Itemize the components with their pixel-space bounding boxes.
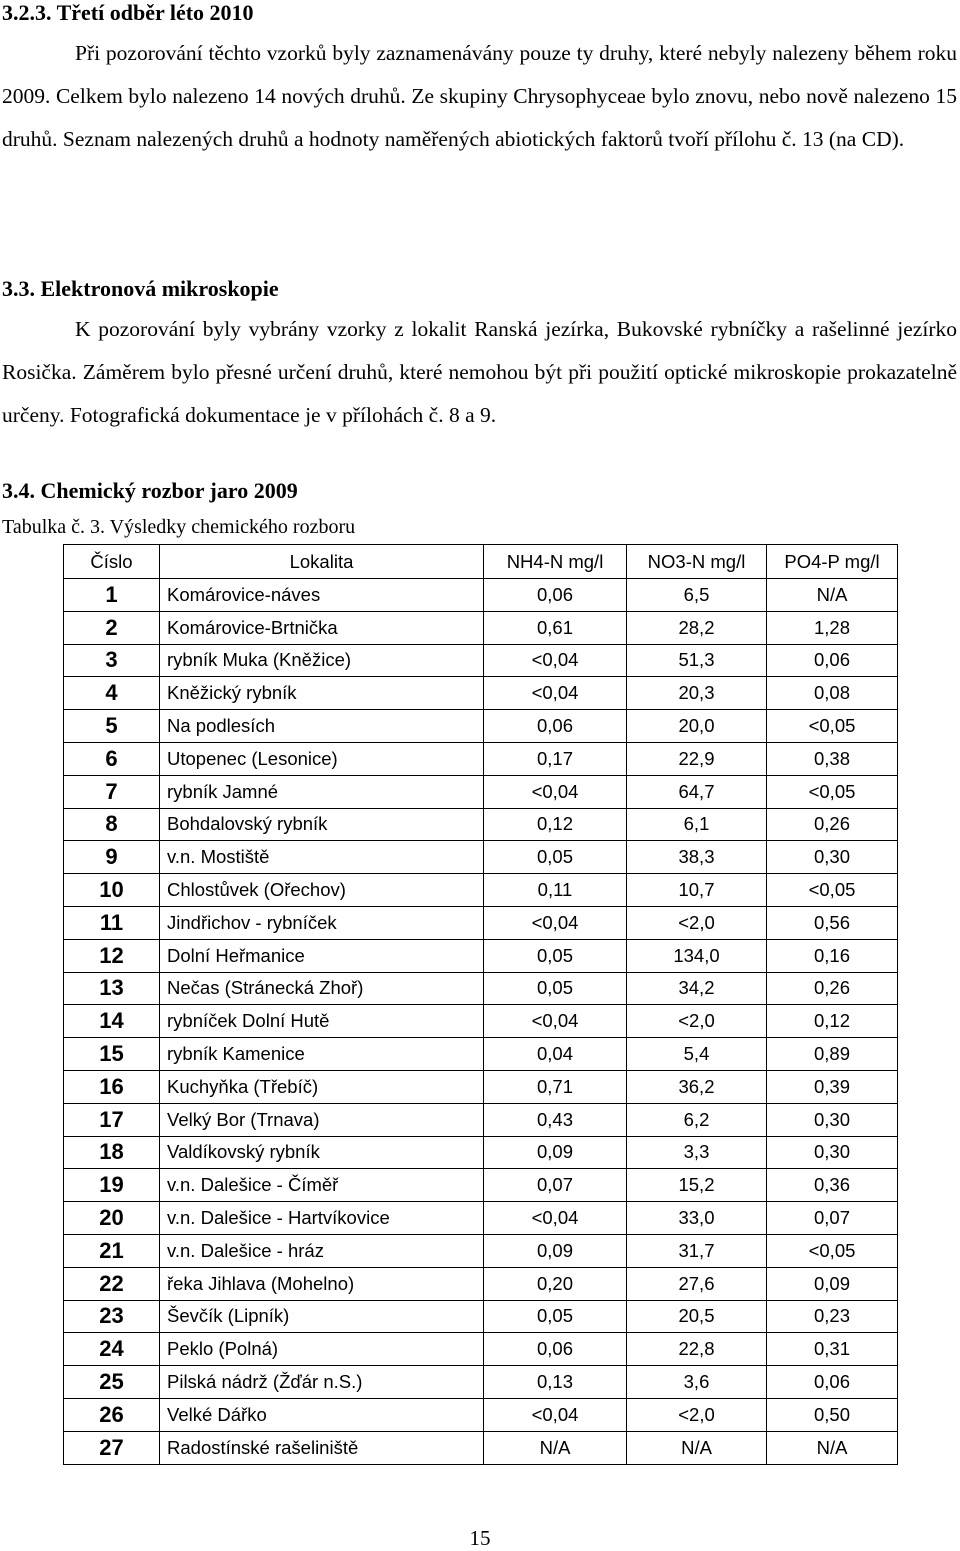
row-number: 7: [64, 775, 160, 808]
row-number: 18: [64, 1136, 160, 1169]
row-number: 13: [64, 972, 160, 1005]
po4p-value: 0,36: [767, 1169, 898, 1202]
nh4n-value: 0,06: [484, 1333, 627, 1366]
no3n-value: 10,7: [627, 874, 767, 907]
no3n-value: 3,3: [627, 1136, 767, 1169]
table-row: [64, 742, 898, 775]
po4p-value: 0,50: [767, 1398, 898, 1431]
po4p-value: 0,26: [767, 808, 898, 841]
row-number: 14: [64, 1005, 160, 1038]
row-number: 8: [64, 808, 160, 841]
table-row: [64, 808, 898, 841]
no3n-value: N/A: [627, 1431, 767, 1464]
locality-name: v.n. Dalešice - Hartvíkovice: [160, 1202, 484, 1235]
nh4n-value: 0,13: [484, 1366, 627, 1399]
no3n-value: 22,9: [627, 742, 767, 775]
no3n-value: <2,0: [627, 1005, 767, 1038]
nh4n-value: <0,04: [484, 1005, 627, 1038]
row-number: 4: [64, 677, 160, 710]
no3n-value: <2,0: [627, 1398, 767, 1431]
po4p-value: 0,07: [767, 1202, 898, 1235]
no3n-value: 36,2: [627, 1070, 767, 1103]
locality-name: rybník Jamné: [160, 775, 484, 808]
no3n-value: 51,3: [627, 644, 767, 677]
no3n-value: 20,3: [627, 677, 767, 710]
nh4n-value: 0,61: [484, 611, 627, 644]
no3n-value: 20,0: [627, 710, 767, 743]
table-row: [64, 1300, 898, 1333]
row-number: 1: [64, 579, 160, 612]
row-number: 11: [64, 906, 160, 939]
locality-name: Jindřichov - rybníček: [160, 906, 484, 939]
row-number: 15: [64, 1038, 160, 1071]
no3n-value: 64,7: [627, 775, 767, 808]
row-number: 24: [64, 1333, 160, 1366]
row-number: 5: [64, 710, 160, 743]
locality-name: Utopenec (Lesonice): [160, 742, 484, 775]
table-row: [64, 775, 898, 808]
locality-name: Velký Bor (Trnava): [160, 1103, 484, 1136]
row-number: 21: [64, 1234, 160, 1267]
locality-name: Ševčík (Lipník): [160, 1300, 484, 1333]
nh4n-value: <0,04: [484, 644, 627, 677]
no3n-value: 15,2: [627, 1169, 767, 1202]
locality-name: Bohdalovský rybník: [160, 808, 484, 841]
nh4n-value: 0,11: [484, 874, 627, 907]
nh4n-value: 0,05: [484, 972, 627, 1005]
table-row: [64, 1038, 898, 1071]
locality-name: rybník Muka (Kněžice): [160, 644, 484, 677]
row-number: 10: [64, 874, 160, 907]
table-caption: Tabulka č. 3. Výsledky chemického rozboru: [2, 516, 356, 538]
po4p-value: <0,05: [767, 710, 898, 743]
locality-name: Kuchyňka (Třebíč): [160, 1070, 484, 1103]
table-row: [64, 644, 898, 677]
po4p-value: 0,31: [767, 1333, 898, 1366]
nh4n-value: 0,71: [484, 1070, 627, 1103]
locality-name: Chlostůvek (Ořechov): [160, 874, 484, 907]
locality-name: v.n. Dalešice - Číměř: [160, 1169, 484, 1202]
row-number: 23: [64, 1300, 160, 1333]
nh4n-value: 0,06: [484, 710, 627, 743]
locality-name: v.n. Dalešice - hráz: [160, 1234, 484, 1267]
locality-name: Kněžický rybník: [160, 677, 484, 710]
nh4n-value: <0,04: [484, 906, 627, 939]
paragraph-electron-microscopy-text: K pozorování byly vybrány vzorky z lokalit Ranská jezírka, Bukovské rybníčky a rašelinné jezírko Rosička. Záměrem bylo přesné určení druhů, které nemohou být při použití optické mikroskopie prokazatelně určeny. Fotografická dokumentace je v přílohách č. 8 a 9.: [2, 317, 957, 427]
po4p-value: 0,16: [767, 939, 898, 972]
po4p-value: 0,23: [767, 1300, 898, 1333]
nh4n-value: 0,05: [484, 1300, 627, 1333]
row-number: 20: [64, 1202, 160, 1235]
row-number: 17: [64, 1103, 160, 1136]
po4p-value: <0,05: [767, 775, 898, 808]
nh4n-value: 0,20: [484, 1267, 627, 1300]
row-number: 9: [64, 841, 160, 874]
row-number: 25: [64, 1366, 160, 1399]
header-nh4n: NH4-N mg/l: [484, 545, 627, 579]
no3n-value: 38,3: [627, 841, 767, 874]
no3n-value: <2,0: [627, 906, 767, 939]
po4p-value: 0,30: [767, 1103, 898, 1136]
no3n-value: 28,2: [627, 611, 767, 644]
locality-name: Dolní Heřmanice: [160, 939, 484, 972]
locality-name: Na podlesích: [160, 710, 484, 743]
po4p-value: 0,39: [767, 1070, 898, 1103]
nh4n-value: 0,09: [484, 1136, 627, 1169]
locality-name: Pilská nádrž (Žďár n.S.): [160, 1366, 484, 1399]
table-row: [64, 1103, 898, 1136]
po4p-value: 0,12: [767, 1005, 898, 1038]
paragraph-electron-microscopy: [2, 308, 957, 437]
header-no3n: NO3-N mg/l: [627, 545, 767, 579]
nh4n-value: 0,12: [484, 808, 627, 841]
row-number: 22: [64, 1267, 160, 1300]
row-number: 3: [64, 644, 160, 677]
po4p-value: 0,89: [767, 1038, 898, 1071]
po4p-value: <0,05: [767, 874, 898, 907]
po4p-value: 0,56: [767, 906, 898, 939]
section-heading-3-2-3: 3.2.3. Třetí odběr léto 2010: [2, 0, 254, 25]
table-row: [64, 1431, 898, 1464]
po4p-value: 0,38: [767, 742, 898, 775]
table-row: [64, 906, 898, 939]
po4p-value: <0,05: [767, 1234, 898, 1267]
section-heading-3-3: 3.3. Elektronová mikroskopie: [2, 276, 279, 301]
table-row: [64, 939, 898, 972]
paragraph-third-sampling-text: Při pozorování těchto vzorků byly zaznamenávány pouze ty druhy, které nebyly nalezeny během roku 2009. Celkem bylo nalezeno 14 nových druhů. Ze skupiny Chrysophyceae bylo znovu, nebo nově nalezeno 15 druhů. Seznam nalezených druhů a hodnoty naměřených abiotických faktorů tvoří přílohu č. 13 (na CD).: [2, 41, 957, 151]
table-row: [64, 710, 898, 743]
nh4n-value: 0,04: [484, 1038, 627, 1071]
po4p-value: 0,09: [767, 1267, 898, 1300]
table-row: [64, 1070, 898, 1103]
table-row: [64, 1202, 898, 1235]
nh4n-value: N/A: [484, 1431, 627, 1464]
locality-name: Valdíkovský rybník: [160, 1136, 484, 1169]
table-row: [64, 1366, 898, 1399]
no3n-value: 6,2: [627, 1103, 767, 1136]
table-row: [64, 1234, 898, 1267]
po4p-value: 0,08: [767, 677, 898, 710]
locality-name: Radostínské rašeliniště: [160, 1431, 484, 1464]
locality-name: Velké Dářko: [160, 1398, 484, 1431]
nh4n-value: 0,43: [484, 1103, 627, 1136]
nh4n-value: 0,06: [484, 579, 627, 612]
table-row: [64, 1267, 898, 1300]
table-row: [64, 677, 898, 710]
table-row: [64, 579, 898, 612]
no3n-value: 20,5: [627, 1300, 767, 1333]
po4p-value: N/A: [767, 1431, 898, 1464]
section-heading-3-4: 3.4. Chemický rozbor jaro 2009: [2, 478, 298, 503]
table-row: [64, 1333, 898, 1366]
po4p-value: 0,30: [767, 1136, 898, 1169]
page-number: 15: [469, 1526, 491, 1550]
nh4n-value: <0,04: [484, 1202, 627, 1235]
row-number: 16: [64, 1070, 160, 1103]
no3n-value: 6,5: [627, 579, 767, 612]
table-row: [64, 1005, 898, 1038]
po4p-value: 0,06: [767, 1366, 898, 1399]
po4p-value: 1,28: [767, 611, 898, 644]
table-body: [64, 579, 898, 1465]
no3n-value: 5,4: [627, 1038, 767, 1071]
po4p-value: 0,26: [767, 972, 898, 1005]
paragraph-third-sampling: [2, 32, 957, 161]
locality-name: Komárovice-náves: [160, 579, 484, 612]
chemical-analysis-table: [63, 544, 898, 1465]
table-header-row: [64, 545, 898, 579]
locality-name: rybník Kamenice: [160, 1038, 484, 1071]
table-row: [64, 1169, 898, 1202]
no3n-value: 34,2: [627, 972, 767, 1005]
no3n-value: 6,1: [627, 808, 767, 841]
nh4n-value: 0,07: [484, 1169, 627, 1202]
row-number: 6: [64, 742, 160, 775]
nh4n-value: 0,17: [484, 742, 627, 775]
table-row: [64, 874, 898, 907]
no3n-value: 27,6: [627, 1267, 767, 1300]
table-row: [64, 611, 898, 644]
locality-name: rybníček Dolní Hutě: [160, 1005, 484, 1038]
nh4n-value: <0,04: [484, 677, 627, 710]
locality-name: řeka Jihlava (Mohelno): [160, 1267, 484, 1300]
table-row: [64, 1136, 898, 1169]
nh4n-value: <0,04: [484, 1398, 627, 1431]
no3n-value: 3,6: [627, 1366, 767, 1399]
locality-name: v.n. Mostiště: [160, 841, 484, 874]
header-po4p: PO4-P mg/l: [767, 545, 898, 579]
nh4n-value: 0,05: [484, 841, 627, 874]
row-number: 2: [64, 611, 160, 644]
nh4n-value: 0,09: [484, 1234, 627, 1267]
no3n-value: 31,7: [627, 1234, 767, 1267]
po4p-value: 0,06: [767, 644, 898, 677]
row-number: 26: [64, 1398, 160, 1431]
no3n-value: 22,8: [627, 1333, 767, 1366]
locality-name: Komárovice-Brtnička: [160, 611, 484, 644]
no3n-value: 33,0: [627, 1202, 767, 1235]
header-number: Číslo: [64, 545, 160, 579]
nh4n-value: 0,05: [484, 939, 627, 972]
row-number: 27: [64, 1431, 160, 1464]
nh4n-value: <0,04: [484, 775, 627, 808]
locality-name: Peklo (Polná): [160, 1333, 484, 1366]
table-row: [64, 972, 898, 1005]
row-number: 12: [64, 939, 160, 972]
no3n-value: 134,0: [627, 939, 767, 972]
table-row: [64, 841, 898, 874]
po4p-value: 0,30: [767, 841, 898, 874]
row-number: 19: [64, 1169, 160, 1202]
po4p-value: N/A: [767, 579, 898, 612]
table-row: [64, 1398, 898, 1431]
header-locality: Lokalita: [160, 545, 484, 579]
locality-name: Nečas (Stránecká Zhoř): [160, 972, 484, 1005]
